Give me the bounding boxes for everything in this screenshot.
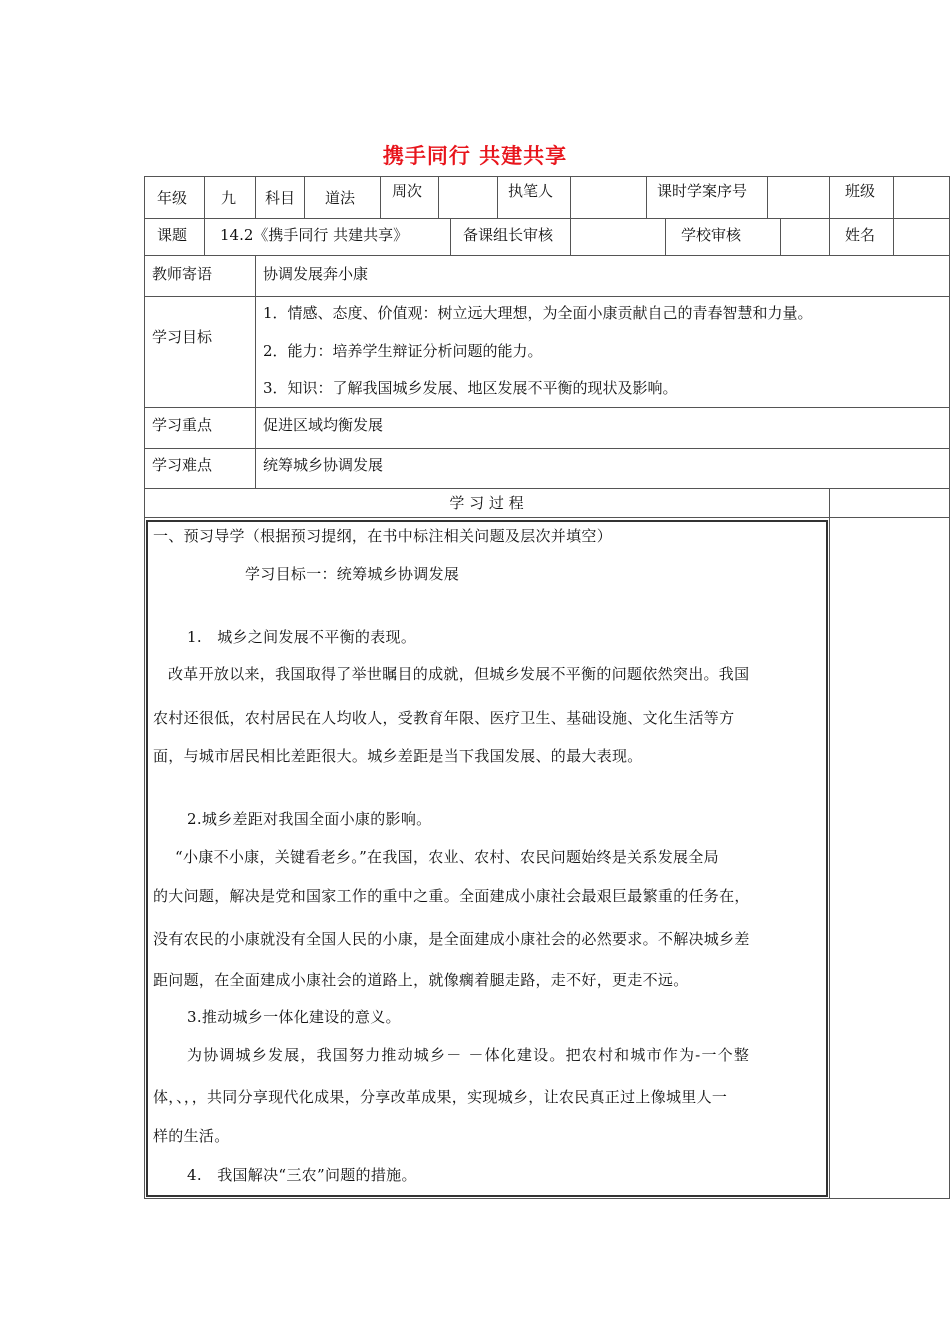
preview-heading: 一、预习导学（根据预习提纲，在书中标注相关问题及层次并填空） [153, 527, 613, 545]
difficulty-value: 统筹城乡协调发展 [263, 456, 384, 474]
subject-value: 道法 [325, 189, 356, 207]
key-point-label: 学习重点 [152, 416, 213, 434]
item4-heading: 4. 我国解决“三农”问题的措施。 [187, 1166, 417, 1184]
item3-heading: 3.推动城乡一体化建设的意义。 [187, 1008, 401, 1026]
author-label: 执笔人 [508, 182, 554, 200]
week-label: 周次 [392, 182, 423, 200]
col-divider [665, 218, 666, 255]
group-review-label: 备课组长审核 [463, 226, 554, 244]
col-divider [450, 218, 451, 255]
paragraph-line: 面，与城市居民相比差距很大。城乡差距是当下我国发展、的最大表现。 [153, 747, 643, 765]
col-divider [570, 218, 571, 255]
topic-value: 14.2《携手同行 共建共享》 [220, 226, 409, 244]
grade-value: 九 [221, 189, 237, 207]
paragraph-line: 改革开放以来，我国取得了举世瞩目的成就，但城乡发展不平衡的问题依然突出。我国 [168, 665, 750, 683]
paragraph-line: 没有农民的小康就没有全国人民的小康，是全面建成小康社会的必然要求。不解决城乡差 [153, 930, 750, 948]
col-divider [646, 176, 647, 218]
item1-heading: 1. 城乡之间发展不平衡的表现。 [187, 628, 417, 646]
subject-label: 科目 [265, 189, 296, 207]
col-divider [204, 176, 205, 218]
item2-heading: 2.城乡差距对我国全面小康的影响。 [187, 810, 432, 828]
key-point-value: 促进区域均衡发展 [263, 416, 384, 434]
difficulty-label: 学习难点 [152, 456, 213, 474]
col-divider [497, 176, 498, 218]
col-divider [780, 218, 781, 255]
content-box-bottom [146, 1195, 828, 1197]
col-divider [829, 218, 830, 255]
paragraph-line: 体，、，，共同分享现代化成果，分享改革成果，实现城乡，让农民真正过上像城里人一 [153, 1088, 728, 1106]
paragraph-line: 农村还很低，农村居民在人均收人，受教育年限、医疗卫生、基础设施、文化生活等方 [153, 709, 735, 727]
goal-item: 2．能力：培养学生辩证分析问题的能力。 [263, 342, 543, 360]
col-divider [829, 176, 830, 218]
paragraph-line: 为协调城乡发展，我国努力推动城乡－ －体化建设。把农村和城市作为-一个整 [187, 1046, 751, 1064]
row-divider [144, 448, 950, 449]
paragraph-line: 距问题，在全面建成小康社会的道路上，就像瘸着腿走路，走不好，更走不远。 [153, 971, 689, 989]
table-border-left [144, 176, 145, 1199]
topic-label: 课题 [157, 226, 188, 244]
row-divider [144, 296, 950, 297]
col-divider [570, 176, 571, 218]
goal-item: 3．知识：了解我国城乡发展、地区发展不平衡的现状及影响。 [263, 379, 678, 397]
goals-label: 学习目标 [152, 328, 213, 346]
content-box-top [146, 520, 828, 522]
col-divider [380, 176, 381, 218]
content-box-right [826, 520, 828, 1197]
process-heading: 学 习 过 程 [449, 494, 524, 512]
col-divider [304, 176, 305, 218]
col-divider [204, 218, 205, 255]
teacher-message-label: 教师寄语 [152, 265, 213, 283]
class-label: 班级 [845, 182, 876, 200]
col-divider [893, 176, 894, 218]
paragraph-line: 样的生活。 [153, 1127, 230, 1145]
col-divider [767, 176, 768, 218]
page-title: 携手同行 共建共享 [382, 144, 568, 168]
row-divider [144, 255, 950, 256]
objective-heading: 学习目标一：统筹城乡协调发展 [245, 565, 460, 583]
teacher-message-value: 协调发展奔小康 [263, 265, 369, 283]
row-divider [144, 407, 950, 408]
paragraph-line: 的大问题，解决是党和国家工作的重中之重。全面建成小康社会最艰巨最繁重的任务在， [153, 887, 750, 905]
right-margin-divider [829, 488, 830, 1199]
col-divider [255, 176, 256, 218]
paragraph-line: “小康不小康，关键看老乡。”在我国，农业、农村、农民问题始终是关系发展全局 [175, 848, 719, 866]
school-review-label: 学校审核 [681, 226, 742, 244]
grade-label: 年级 [157, 189, 188, 207]
label-col-divider [255, 255, 256, 488]
lesson-number-label: 课时学案序号 [657, 182, 748, 200]
goal-item: 1．情感、态度、价值观：树立远大理想，为全面小康贡献自己的青春智慧和力量。 [263, 304, 813, 322]
name-label: 姓名 [845, 226, 876, 244]
col-divider [893, 218, 894, 255]
col-divider [438, 176, 439, 218]
content-box-left [146, 520, 148, 1197]
